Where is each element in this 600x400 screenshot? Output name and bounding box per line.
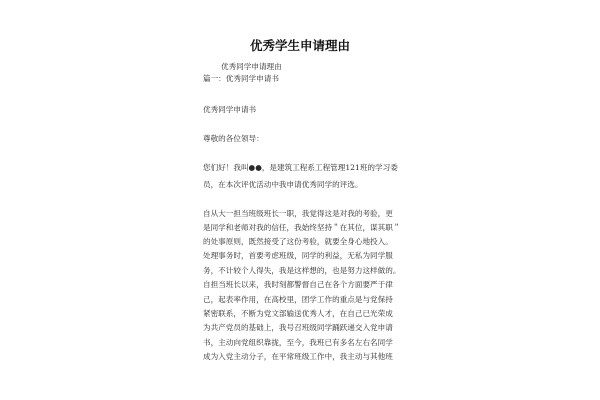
section-heading: 篇一：优秀同学申请书: [203, 74, 279, 83]
salutation: 尊敬的各位领导：: [203, 134, 264, 143]
paragraph2-line: 自担当班长以来，我时刻都警督自己在各个方面要严于律: [203, 280, 393, 289]
paragraph2-line: 务，不计较个人得失，我是这样想的，也是努力这样做的。: [203, 266, 401, 275]
paragraph1-line: 您们好！我叫●●，是建筑工程系工程管理121班的学习委: [203, 163, 398, 172]
paragraph2-line: 处理事务时，首要考虑班级，同学的利益，无私为同学服: [203, 251, 393, 260]
paragraph2-line: 自从大一担当班级班长一职，我觉得这是对我的考验，更: [203, 209, 393, 218]
paragraph2-line: 的处事原则，既然接受了这份考验，就要全身心地投入。: [203, 237, 393, 246]
paragraph1-line: 员，在本次评优活动中我申请优秀同学的评选。: [203, 180, 363, 189]
paragraph2-line: 书，主动向党组织靠拢，至今，我班已有多名左右名同学: [203, 338, 393, 347]
paragraph2-line: 为共产党员的基础上，我号召班级同学踊跃递交入党申请: [203, 323, 393, 332]
letter-title: 优秀同学申请书: [203, 105, 257, 114]
paragraph2-line: 己，起表率作用，在高校里，团学工作的重点是与党保持: [203, 295, 393, 304]
paragraph2-line: 是同学和老师对我的信任，我始终坚持＂在其位，谋其职＂: [203, 223, 401, 232]
paragraph2-line: 紧密联系，不断为党文部输送优秀人才，在自己已光荣成: [203, 309, 393, 318]
document-title: 优秀学生申请理由: [249, 38, 350, 53]
paragraph2-line: 成为入党主动分子，在平常班级工作中，我主动与其他班: [203, 352, 393, 361]
subtitle: 优秀同学申请理由: [221, 62, 282, 71]
